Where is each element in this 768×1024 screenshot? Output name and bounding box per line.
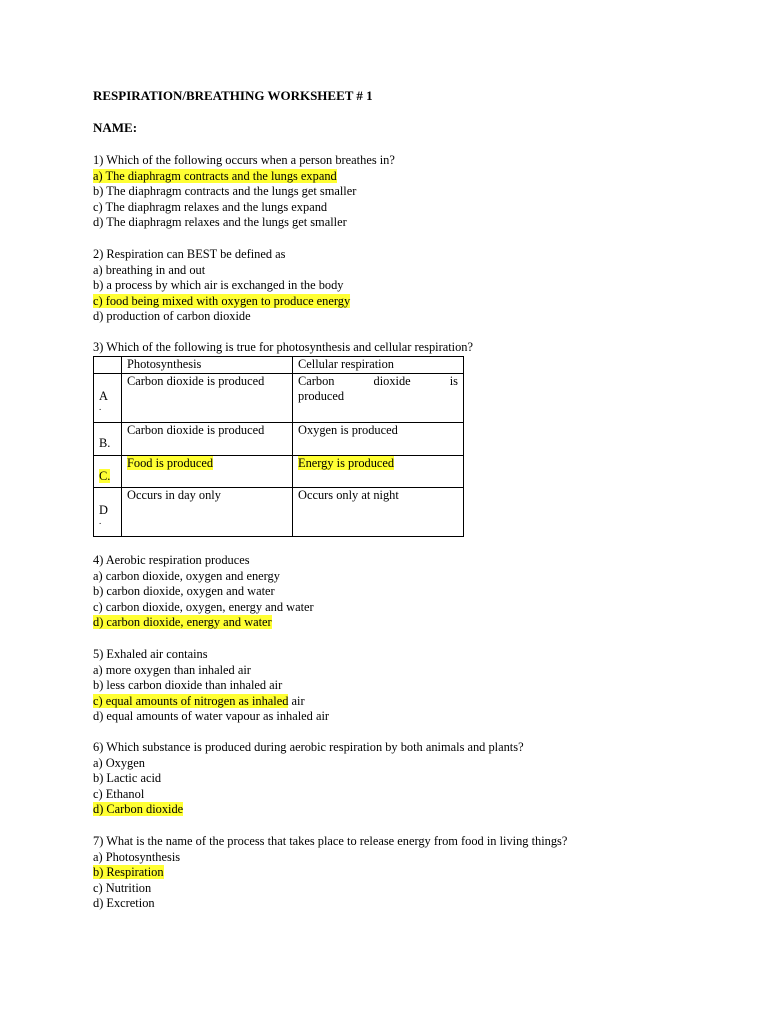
word: produced <box>298 389 345 403</box>
question-4 <box>93 553 733 631</box>
question-1-option-c: c) The diaphragm relaxes and the lungs expand <box>93 199 328 214</box>
photosynthesis-cell: Carbon dioxide is produced <box>122 373 293 422</box>
justified-line <box>298 374 458 390</box>
question-4-option-d <box>93 615 733 631</box>
answer-highlight: d) carbon dioxide, energy and water <box>93 615 272 629</box>
question-2-option-c <box>93 294 733 310</box>
row-letter-dot: . <box>99 516 102 526</box>
question-6-option-b: b) Lactic acid <box>93 771 162 785</box>
question-5-option-b: b) less carbon dioxide than inhaled air <box>93 678 283 692</box>
question-2-option-a: a) breathing in and out <box>93 262 206 277</box>
row-letter-cell <box>94 373 122 422</box>
cellular-respiration-cell: Occurs only at night <box>293 487 464 536</box>
cellular-respiration-cell: Oxygen is produced <box>293 422 464 455</box>
question-6-option-c: c) Ethanol <box>93 786 145 801</box>
question-7-option-d: d) Excretion <box>93 896 155 910</box>
question-7-text: 7) What is the name of the process that takes place to release energy from food in living things? <box>93 834 568 848</box>
question-5-option-c <box>93 694 733 710</box>
question-1 <box>93 153 733 231</box>
question-2-option-d: d) production of carbon dioxide <box>93 309 251 323</box>
table-row <box>94 422 464 455</box>
question-6-option-d <box>93 802 733 818</box>
answer-highlight: c) equal amounts of nitrogen as inhaled <box>93 693 289 708</box>
question-3 <box>93 340 733 356</box>
question-3-text: 3) Which of the following is true for photosynthesis and cellular respiration? <box>93 340 474 354</box>
table-header-photosynthesis: Photosynthesis <box>122 357 293 374</box>
row-letter-cell <box>94 422 122 455</box>
answer-highlight: a) The diaphragm contracts and the lungs expand <box>93 168 337 183</box>
row-letter <box>99 456 116 485</box>
question-6-text: 6) Which substance is produced during aerobic respiration by both animals and plants? <box>93 740 524 754</box>
question-4-option-a: a) carbon dioxide, oxygen and energy <box>93 568 280 583</box>
question-5-option-d: d) equal amounts of water vapour as inhaled air <box>93 709 330 723</box>
row-letter-cell <box>94 455 122 487</box>
question-6 <box>93 740 733 818</box>
answer-highlight: d) Carbon dioxide <box>93 802 184 816</box>
question-2-option-b: b) a process by which air is exchanged in the body <box>93 278 344 292</box>
comparison-table <box>93 356 464 537</box>
row-letter-cell <box>94 487 122 536</box>
cellular-respiration-cell <box>293 455 464 487</box>
worksheet-title: RESPIRATION/BREATHING WORKSHEET # 1 <box>93 88 373 103</box>
question-1-text: 1) Which of the following occurs when a person breathes in? <box>93 153 395 167</box>
photosynthesis-cell: Carbon dioxide is produced <box>122 422 293 455</box>
question-7-option-a: a) Photosynthesis <box>93 849 181 864</box>
table-header-row <box>94 357 464 374</box>
table-row <box>94 487 464 536</box>
table-header-cellular-respiration: Cellular respiration <box>293 357 464 374</box>
question-6-option-a: a) Oxygen <box>93 755 145 770</box>
name-label: NAME: <box>93 120 138 135</box>
row-letter: B. <box>99 435 111 450</box>
row-letter: A <box>99 388 108 403</box>
question-4-option-c: c) carbon dioxide, oxygen, energy and water <box>93 599 314 614</box>
question-1-option-d: d) The diaphragm relaxes and the lungs get smaller <box>93 215 347 229</box>
answer-highlight: b) Respiration <box>93 865 164 879</box>
answer-highlight: Energy is produced <box>298 455 395 470</box>
question-7 <box>93 834 733 912</box>
question-2-text: 2) Respiration can BEST be defined as <box>93 247 286 261</box>
question-2 <box>93 247 733 325</box>
table-corner-cell <box>94 357 122 374</box>
question-5 <box>93 647 733 725</box>
word: is <box>449 373 458 388</box>
question-5-option-a: a) more oxygen than inhaled air <box>93 662 251 677</box>
table-row <box>94 373 464 422</box>
answer-highlight: C. <box>99 468 111 483</box>
answer-highlight: Food is produced <box>127 455 214 470</box>
question-4-option-b: b) carbon dioxide, oxygen and water <box>93 584 275 598</box>
photosynthesis-cell <box>122 455 293 487</box>
question-5-text: 5) Exhaled air contains <box>93 647 208 661</box>
table-row <box>94 455 464 487</box>
word: dioxide <box>373 373 411 388</box>
question-1-option-a <box>93 169 733 185</box>
question-7-option-b <box>93 865 733 881</box>
question-7-option-c: c) Nutrition <box>93 880 152 895</box>
option-tail: air <box>288 693 305 708</box>
question-4-text: 4) Aerobic respiration produces <box>93 553 250 567</box>
word: Carbon <box>298 373 335 388</box>
question-1-option-b: b) The diaphragm contracts and the lungs get smaller <box>93 184 357 198</box>
answer-highlight: c) food being mixed with oxygen to produce energy <box>93 293 351 308</box>
cellular-respiration-cell <box>293 373 464 422</box>
row-letter-dot: . <box>99 402 102 412</box>
row-letter: D <box>99 502 108 517</box>
photosynthesis-cell: Occurs in day only <box>122 487 293 536</box>
